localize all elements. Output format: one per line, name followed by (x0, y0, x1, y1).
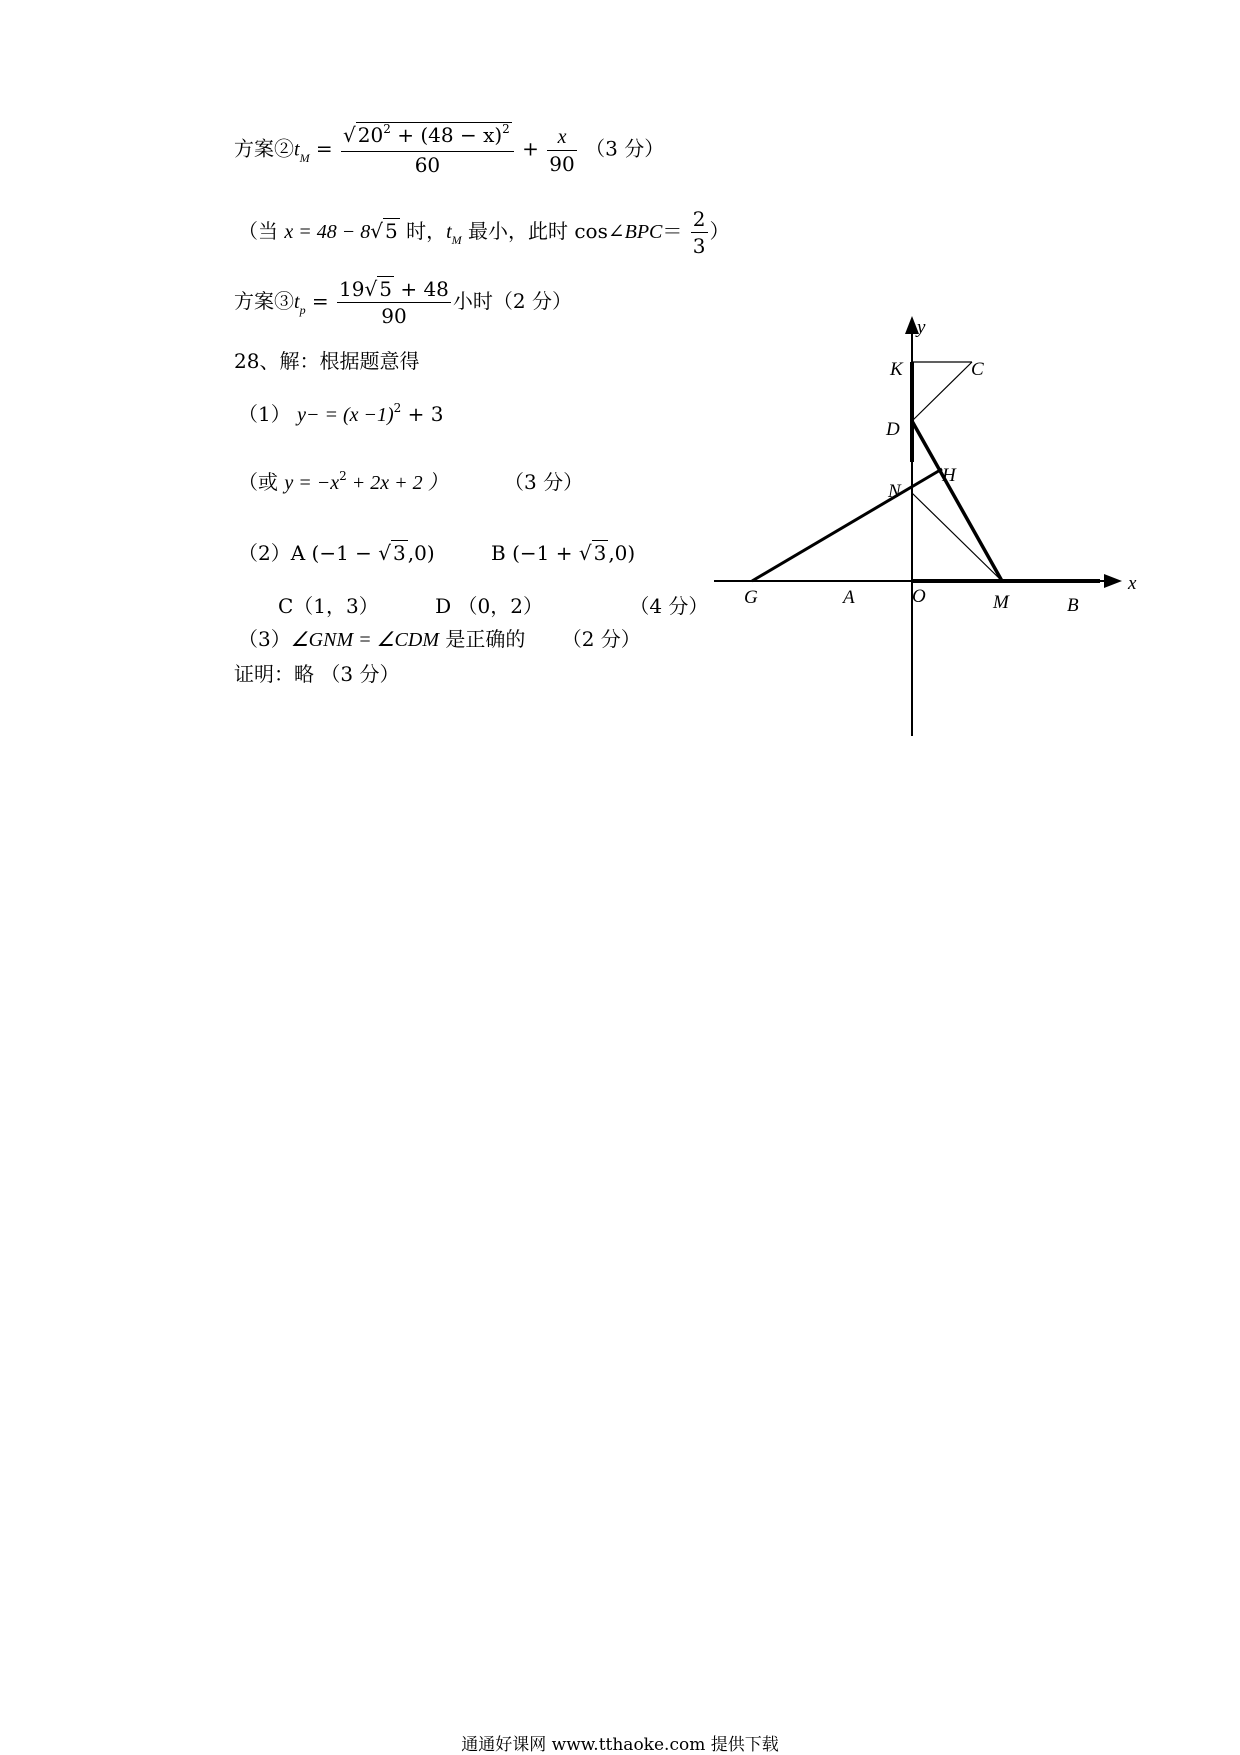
equals: = (315, 136, 333, 161)
cond-frac-num: 2 (692, 207, 706, 231)
problem-28-heading: 28、解：根据题意得 (234, 349, 420, 373)
label-b: B (1067, 595, 1079, 616)
point-a-close: ,0) (407, 541, 435, 565)
t-var: t (294, 138, 300, 161)
scheme3-root: 5 (379, 277, 392, 301)
label-c: C (971, 359, 984, 380)
scheme3-num-a: 19 (339, 277, 365, 301)
num-part-b: + (48 − x) (390, 123, 503, 147)
point-b-text: B (−1 + (491, 541, 579, 565)
scheme-3-score: 小时（2 分） (452, 289, 572, 313)
cond-root: 5 (384, 219, 398, 243)
equals-3: = (311, 289, 329, 313)
x-axis-arrow (1104, 574, 1122, 588)
cond-t: t (446, 221, 452, 243)
fraction2-denominator: 90 (549, 151, 575, 176)
cond-eq: ＝ (662, 219, 683, 243)
part-1-label: （1） (238, 402, 298, 426)
label-h: H (942, 465, 956, 486)
cond-angle: BPC (624, 221, 663, 243)
cond-expr: x = 48 − 8 (284, 221, 371, 243)
point-a-root: 3 (393, 541, 406, 565)
num-sup-1: 2 (383, 122, 391, 136)
label-a: A (843, 587, 855, 608)
scheme-3-label: 方案③ (234, 289, 294, 313)
scheme3-num-b: + 48 (393, 277, 449, 301)
part-1-tail: + 3 (401, 402, 444, 426)
fraction2-numerator: x (547, 124, 576, 151)
alt-tail: + 2x + 2 ） (346, 472, 448, 494)
cond-frac-den: 3 (692, 234, 706, 258)
scheme-2-score: （3 分） (585, 136, 665, 161)
sqrt-sign: √ (370, 219, 383, 243)
point-c-text: C（1，3） (278, 594, 379, 618)
label-d: D (886, 419, 900, 440)
t3-subscript: p (299, 303, 306, 317)
part-1-expr: y− = (x −1) (297, 404, 394, 426)
segment-c-d (912, 362, 972, 421)
label-o: O (912, 586, 926, 607)
coordinate-diagram (0, 0, 1240, 760)
cond-open: （当 (238, 219, 285, 243)
scheme-2-label: 方案② (234, 136, 294, 161)
cond-when: 时， (399, 219, 447, 243)
segment-d-m (912, 421, 1002, 581)
alt-open: （或 (238, 470, 285, 494)
part-3-score: （2 分） (561, 627, 641, 651)
segment-g-h (752, 469, 942, 581)
t3-var: t (294, 291, 300, 313)
point-a-text: （2）A (−1 − (238, 541, 379, 565)
num-part-a: 20 (357, 123, 384, 147)
proof-line: 证明：略 （3 分） (234, 662, 400, 686)
part-3-expr: ∠GNM = ∠CDM (290, 629, 439, 651)
cond-min-text: 最小，此时 cos∠ (461, 219, 625, 243)
segment-n-m (912, 493, 1002, 581)
point-b-close: ,0) (608, 541, 636, 565)
label-y: y (917, 317, 926, 338)
point-d-text: D （0，2） (435, 594, 543, 618)
alt-score: （3 分） (503, 470, 584, 494)
label-n: N (888, 481, 901, 502)
sqrt-sign-3: √ (364, 277, 378, 301)
point-b-root: 3 (593, 541, 607, 565)
label-k: K (890, 359, 903, 380)
sqrt-sign-b: √ (578, 541, 592, 565)
label-m: M (993, 592, 1009, 613)
part-3-claim: 是正确的 (438, 627, 526, 651)
sqrt-sign-a: √ (378, 541, 392, 565)
label-g: G (744, 587, 758, 608)
t-subscript: M (299, 150, 310, 165)
label-x: x (1128, 573, 1137, 594)
cond-t-sub: M (451, 233, 462, 247)
part-2-score: （4 分） (629, 594, 709, 618)
part-1-sup: 2 (393, 401, 402, 415)
scheme3-denominator: 90 (381, 304, 407, 328)
alt-sup: 2 (339, 469, 347, 483)
plus: + (522, 136, 539, 161)
part-3-label: （3） (238, 627, 291, 651)
fraction-numerator: √ $20^2 + (48 - x)^2$ (341, 122, 514, 152)
page-footer: 通通好课网 www.tthaoke.com 提供下载 (461, 1735, 779, 1755)
alt-expr: y = −x (284, 472, 340, 494)
num-sup-2: 2 (502, 122, 510, 136)
fraction-denominator: 60 (414, 153, 441, 177)
cond-close: ） (709, 219, 730, 243)
